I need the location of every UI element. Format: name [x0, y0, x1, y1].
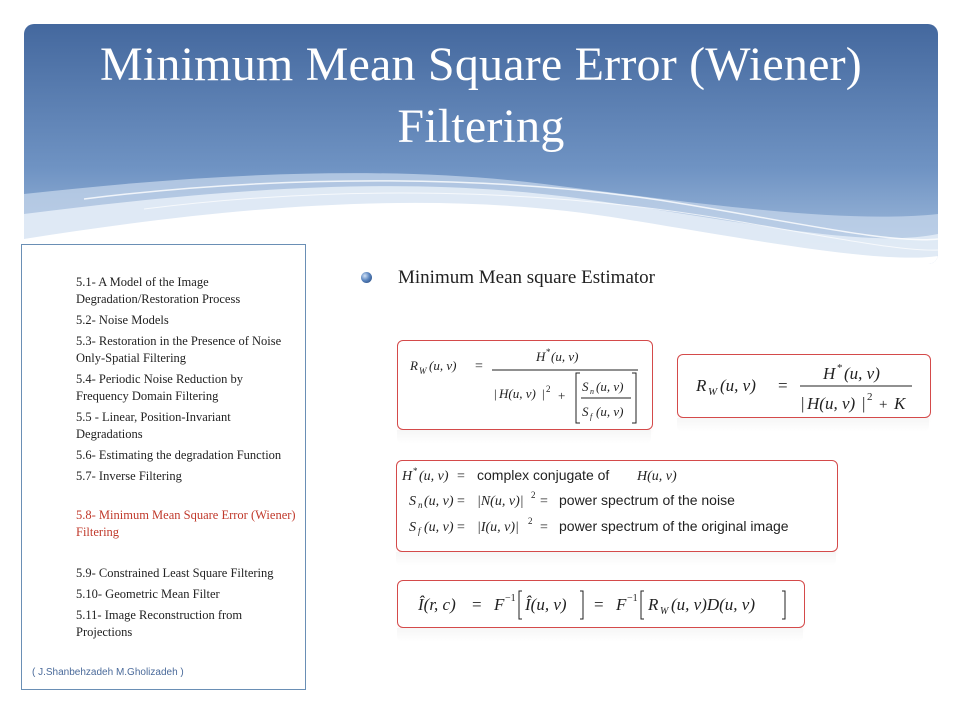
- svg-text:(u, v): (u, v): [424, 494, 454, 509]
- definition-noise-spectrum: power spectrum of the noise: [559, 492, 735, 508]
- reflection: [677, 418, 929, 432]
- toc-item[interactable]: 5.4- Periodic Noise Reduction by Frequency Domain Filtering: [76, 372, 243, 403]
- svg-text:=: =: [778, 376, 788, 395]
- svg-text:−1: −1: [627, 593, 638, 604]
- toc-item[interactable]: 5.3- Restoration in the Presence of Noise Only-Spatial Filtering: [76, 334, 282, 365]
- toc-sidebar: [21, 244, 306, 690]
- toc-item[interactable]: 5.1- A Model of the Image Degradation/Restoration Process: [76, 275, 241, 306]
- svg-text:=: =: [475, 359, 483, 374]
- svg-text:W: W: [419, 366, 427, 376]
- reflection: [396, 552, 836, 566]
- svg-text:2: 2: [531, 490, 536, 500]
- svg-text:f: f: [590, 412, 593, 421]
- svg-text:2: 2: [867, 391, 873, 403]
- svg-text:S: S: [409, 520, 416, 535]
- reflection: [397, 430, 651, 444]
- equation-graphic: [398, 581, 804, 627]
- svg-text:R: R: [410, 358, 418, 373]
- equation-graphic: [398, 341, 652, 429]
- definition-conjugate: complex conjugate of: [477, 467, 610, 483]
- author-credit: ( J.Shanbehzadeh M.Gholizadeh ): [32, 667, 184, 678]
- toc-item[interactable]: 5.2- Noise Models: [76, 313, 169, 327]
- svg-text:|: |: [542, 386, 545, 401]
- svg-text:n: n: [590, 387, 594, 396]
- svg-text:S: S: [409, 494, 416, 509]
- equation-graphic: [397, 461, 837, 551]
- title-line-2: Filtering: [397, 100, 565, 153]
- svg-text:(u, v): (u, v): [596, 379, 624, 394]
- svg-text:S: S: [582, 379, 589, 394]
- svg-text:n: n: [418, 500, 423, 510]
- title-line-1: Minimum Mean Square Error (Wiener): [100, 38, 862, 91]
- svg-text:=: =: [594, 595, 604, 614]
- equation-wiener-spectra: [397, 340, 653, 430]
- svg-text:F: F: [494, 595, 505, 614]
- equation-wiener-k: [677, 354, 931, 418]
- toc-item-active[interactable]: 5.8- Minimum Mean Square Error (Wiener) Filtering: [76, 508, 296, 539]
- svg-text:R: R: [648, 595, 659, 614]
- svg-text:−1: −1: [505, 593, 516, 604]
- svg-text:H(u, v): H(u, v): [637, 469, 677, 484]
- svg-text:W: W: [708, 386, 718, 398]
- equation-graphic: [678, 355, 930, 417]
- equation-definitions: [396, 460, 838, 552]
- svg-text:Î(r, c): Î(r, c): [418, 595, 456, 614]
- toc-item[interactable]: 5.11- Image Reconstruction from Projections: [76, 608, 243, 639]
- svg-text:H(u, v): H(u, v): [499, 386, 536, 401]
- svg-text:2: 2: [546, 384, 551, 394]
- toc-item[interactable]: 5.9- Constrained Least Square Filtering: [76, 566, 274, 580]
- toc-item[interactable]: 5.6- Estimating the degradation Function: [76, 448, 282, 462]
- bullet-text: Minimum Mean square Estimator: [398, 267, 655, 288]
- toc-list: [76, 274, 296, 645]
- svg-text:Î(u, v): Î(u, v): [525, 595, 567, 614]
- svg-text:(u, v): (u, v): [720, 376, 756, 395]
- definition-image-spectrum: power spectrum of the original image: [559, 518, 789, 534]
- svg-text:=: =: [540, 494, 548, 509]
- svg-text:|I(u, v)|: |I(u, v)|: [477, 520, 519, 535]
- svg-text:*: *: [546, 347, 551, 357]
- svg-text:*: *: [837, 362, 843, 374]
- svg-text:H: H: [402, 469, 413, 484]
- svg-text:(u, v)D(u, v): (u, v)D(u, v): [671, 595, 756, 614]
- toc-item[interactable]: 5.10- Geometric Mean Filter: [76, 587, 220, 601]
- svg-text:F: F: [616, 595, 627, 614]
- svg-text:H: H: [536, 349, 546, 364]
- svg-text:(u, v): (u, v): [419, 469, 449, 484]
- svg-text:H(u, v): H(u, v): [807, 394, 856, 413]
- svg-text:=: =: [457, 469, 465, 484]
- svg-text:|: |: [801, 394, 805, 413]
- svg-text:+: +: [879, 397, 888, 413]
- svg-text:(u, v): (u, v): [424, 520, 454, 535]
- svg-text:|N(u, v)|: |N(u, v)|: [477, 494, 524, 509]
- svg-text:=: =: [457, 520, 465, 535]
- svg-text:*: *: [413, 466, 418, 476]
- svg-text:(u, v): (u, v): [844, 364, 880, 383]
- svg-text:W: W: [660, 606, 669, 617]
- reflection: [397, 628, 803, 642]
- equation-inverse-transform: [397, 580, 805, 628]
- svg-text:=: =: [472, 595, 482, 614]
- svg-text:|: |: [494, 386, 497, 401]
- svg-text:(u, v): (u, v): [551, 349, 579, 364]
- svg-text:+: +: [558, 388, 566, 403]
- svg-text:|: |: [862, 394, 866, 413]
- svg-text:f: f: [418, 526, 421, 536]
- bullet-icon: [361, 272, 372, 283]
- svg-text:R: R: [696, 376, 707, 395]
- svg-text:=: =: [540, 520, 548, 535]
- toc-item[interactable]: 5.5 - Linear, Position-Invariant Degradations: [76, 410, 231, 441]
- svg-text:(u, v): (u, v): [596, 404, 624, 419]
- toc-item[interactable]: 5.7- Inverse Filtering: [76, 469, 182, 483]
- slide-title: [24, 34, 938, 158]
- svg-text:=: =: [457, 494, 465, 509]
- svg-text:K: K: [894, 394, 906, 413]
- svg-text:S: S: [582, 404, 589, 419]
- svg-text:2: 2: [528, 516, 533, 526]
- svg-text:(u, v): (u, v): [429, 358, 457, 373]
- svg-text:H: H: [823, 364, 836, 383]
